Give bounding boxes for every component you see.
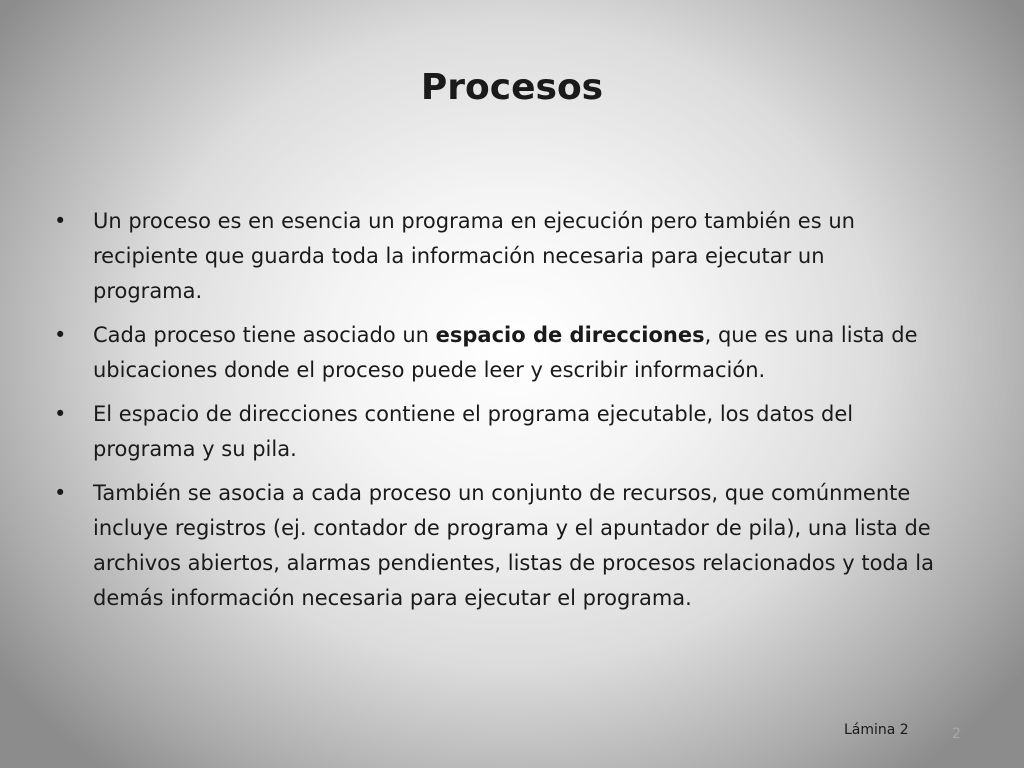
bullet-icon: • xyxy=(54,323,67,347)
bullet-text-after: , que es una lista de ubicaciones donde el proceso puede leer y escribir información. xyxy=(93,323,918,382)
slide-title: Procesos xyxy=(420,67,604,108)
bullet-item xyxy=(54,397,934,467)
bullet-text-before: Cada proceso tiene asociado un xyxy=(93,323,436,347)
bullet-list xyxy=(54,204,934,625)
bullet-icon: • xyxy=(54,209,67,233)
bullet-text: Un proceso es en esencia un programa en ejecución pero también es un recipiente que guarda toda la información necesaria para ejecutar un programa. xyxy=(93,209,855,303)
bullet-text: El espacio de direcciones contiene el programa ejecutable, los datos del programa y su pila. xyxy=(93,402,854,461)
bullet-item xyxy=(54,476,934,616)
bullet-icon: • xyxy=(54,481,67,505)
bullet-icon: • xyxy=(54,402,67,426)
footer-label: Lámina 2 xyxy=(844,722,909,738)
page-number: 2 xyxy=(952,726,961,742)
bullet-text: También se asocia a cada proceso un conjunto de recursos, que comúnmente incluye registros (ej. contador de programa y el apuntador de pila), una lista de archivos abiertos, alarmas pendientes, listas de procesos relacionados y toda la demás información necesaria para ejecutar el programa. xyxy=(93,481,934,610)
bullet-text-emphasis: espacio de direcciones xyxy=(435,323,705,347)
bullet-item xyxy=(54,204,934,309)
bullet-item xyxy=(54,318,934,388)
